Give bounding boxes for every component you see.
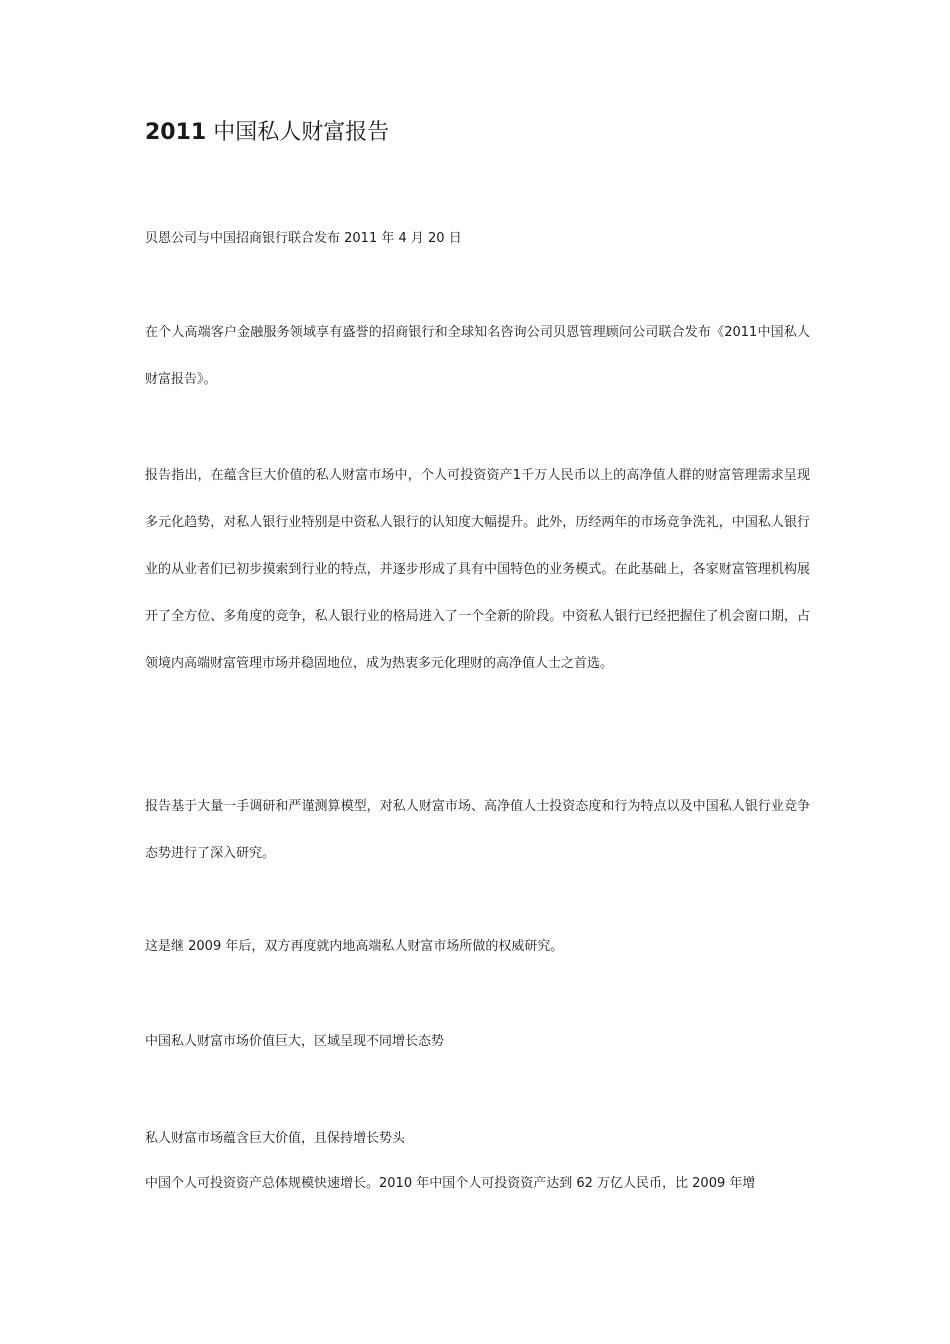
paragraph-growth: 中国个人可投资资产总体规模快速增长。2010 年中国个人可投资资产达到 62 万亿人民币，比 2009 年增 bbox=[145, 1176, 756, 1191]
title-year: 2011 bbox=[145, 120, 207, 145]
title-text: 中国私人财富报告 bbox=[213, 120, 390, 145]
paragraph-followup: 这是继 2009 年后，双方再度就内地高端私人财富市场所做的权威研究。 bbox=[145, 939, 564, 954]
section-heading: 中国私人财富市场价值巨大，区域呈现不同增长态势 bbox=[145, 1034, 445, 1049]
byline: 贝恩公司与中国招商银行联合发布 2011 年 4 月 20 日 bbox=[145, 231, 462, 246]
paragraph-research: 报告基于大量一手调研和严谨测算模型，对私人财富市场、高净值人士投资态度和行为特点以及中国私人银行业竞争态势进行了深入研究。 bbox=[145, 799, 810, 861]
paragraph-intro: 在个人高端客户金融服务领域享有盛誉的招商银行和全球知名咨询公司贝恩管理顾问公司联合发布《2011中国私人财富报告》。 bbox=[145, 325, 810, 387]
paragraph-findings: 报告指出，在蕴含巨大价值的私人财富市场中，个人可投资资产1千万人民币以上的高净值人群的财富管理需求呈现多元化趋势，对私人银行业特别是中资私人银行的认知度大幅提升。此外，历经两年的市场竞争洗礼，中国私人银行业的从业者们已初步摸索到行业的特点，并逐步形成了具有中国特色的业务模式。在此基础上，各家财富管理机构展开了全方位、多角度的竞争，私人银行业的格局进入了一个全新的阶段。中资私人银行已经把握住了机会窗口期，占领境内高端财富管理市场并稳固地位，成为热衷多元化理财的高净值人士之首选。 bbox=[145, 468, 810, 671]
document-title bbox=[145, 117, 389, 149]
subsection-heading: 私人财富市场蕴含巨大价值，且保持增长势头 bbox=[145, 1131, 406, 1146]
